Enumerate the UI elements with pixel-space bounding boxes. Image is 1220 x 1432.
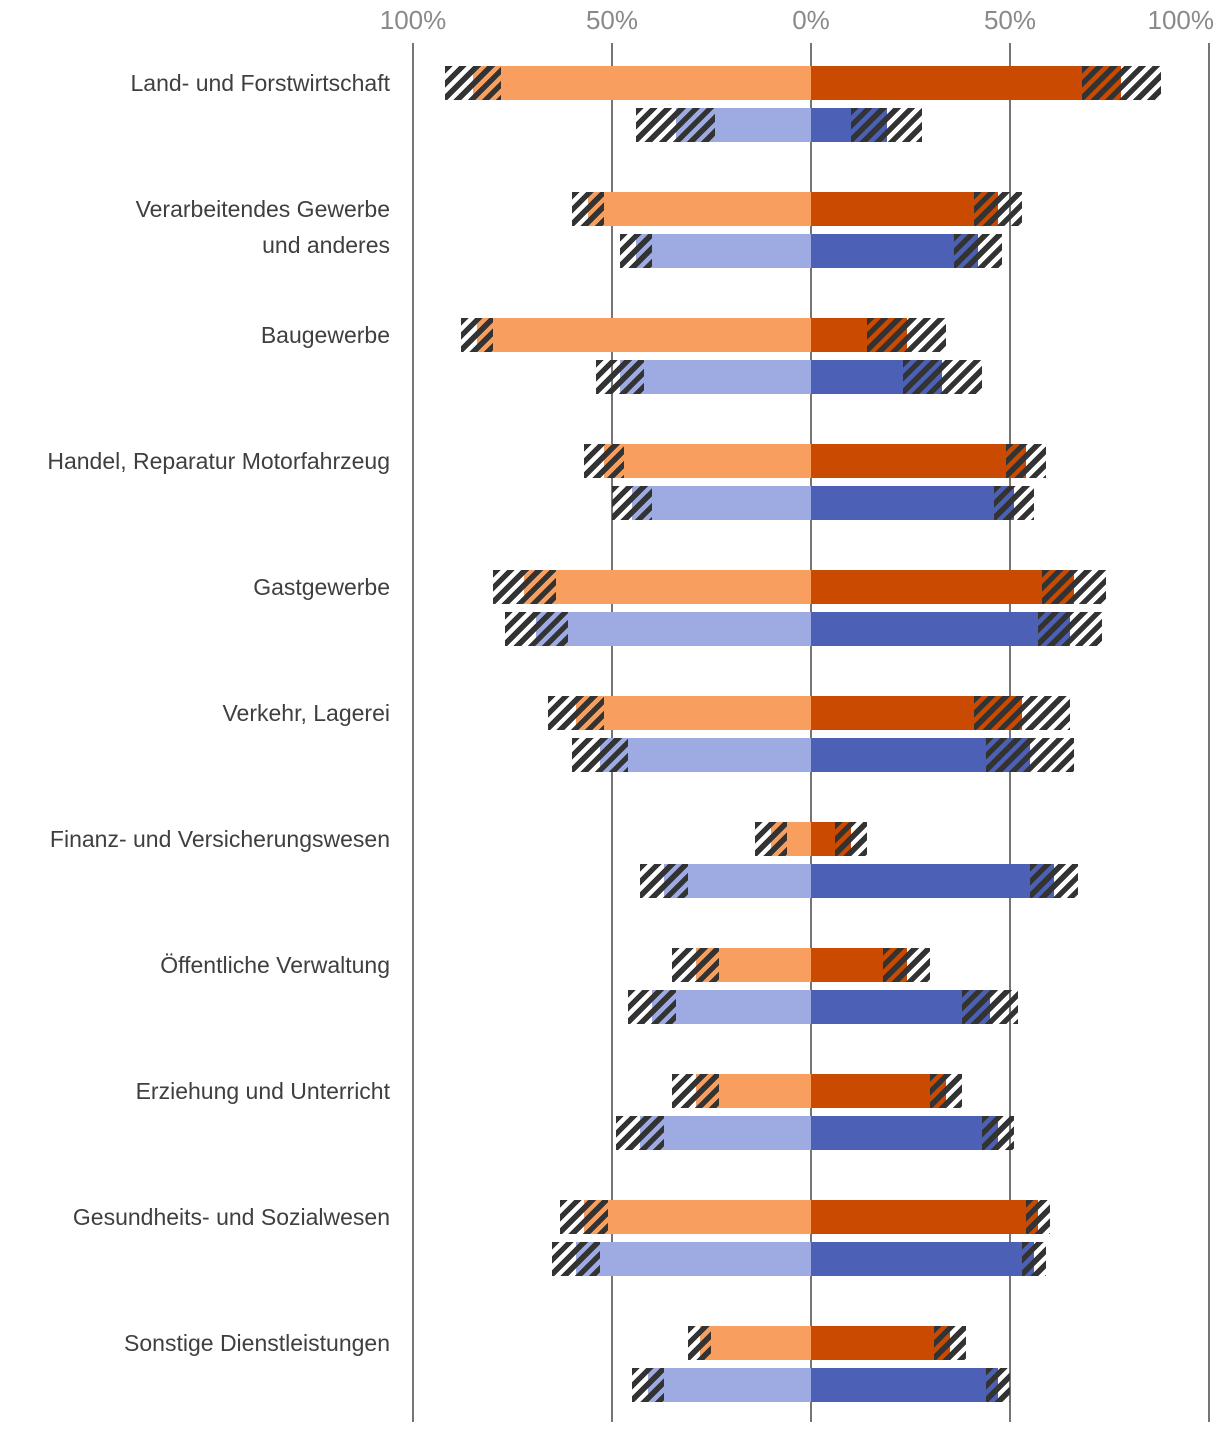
category-label xyxy=(0,695,390,731)
blue-bar-left-uncertainty-hatch xyxy=(505,612,569,646)
blue-bar-left-segment xyxy=(620,360,811,394)
blue-bar-left-segment xyxy=(640,1116,811,1150)
category-label xyxy=(0,191,390,263)
orange-bar-right-segment xyxy=(811,570,1074,604)
orange-bar-left-uncertainty-hatch xyxy=(461,318,493,352)
orange-bar-left-uncertainty-hatch xyxy=(445,66,501,100)
gridline xyxy=(412,43,414,1422)
category-label-line: Handel, Reparatur Motorfahrzeug xyxy=(47,448,390,474)
blue-bar-right-segment xyxy=(811,234,978,268)
category-label xyxy=(0,65,390,101)
blue-bar-left-uncertainty-hatch xyxy=(572,738,628,772)
category-label xyxy=(0,1325,390,1361)
orange-bar-left-uncertainty-hatch xyxy=(755,822,787,856)
blue-bar-left-uncertainty-hatch xyxy=(636,108,716,142)
blue-bar-right-uncertainty-hatch xyxy=(962,990,1018,1024)
axis-tick-label: 100% xyxy=(1147,5,1214,35)
blue-bar-left-uncertainty-hatch xyxy=(552,1242,600,1276)
blue-bar-left-segment xyxy=(648,1368,811,1402)
orange-bar-right-segment xyxy=(811,192,998,226)
blue-bar-left-segment xyxy=(576,1242,811,1276)
orange-bar-left-segment xyxy=(588,192,811,226)
orange-bar-right-segment xyxy=(811,1200,1038,1234)
blue-bar-right-segment xyxy=(811,1116,998,1150)
blue-bar-right-segment xyxy=(811,1242,1034,1276)
blue-bar-right-segment xyxy=(811,612,1070,646)
blue-bar-left-segment xyxy=(652,990,811,1024)
category-label xyxy=(0,443,390,479)
orange-bar-right-uncertainty-hatch xyxy=(883,948,931,982)
axis-tick-label: 50% xyxy=(983,5,1037,35)
orange-bar-left-segment xyxy=(477,318,811,352)
orange-bar-right-uncertainty-hatch xyxy=(974,192,1022,226)
blue-bar-right-segment xyxy=(811,1368,998,1402)
blue-bar-right-uncertainty-hatch xyxy=(994,486,1034,520)
orange-bar-left-uncertainty-hatch xyxy=(584,444,624,478)
blue-bar-right-uncertainty-hatch xyxy=(982,1116,1014,1150)
orange-bar-right-uncertainty-hatch xyxy=(1082,66,1162,100)
category-label-line: Sonstige Dienstleistungen xyxy=(124,1330,390,1356)
category-label-line: Land- und Forstwirtschaft xyxy=(130,70,390,96)
orange-bar-right-uncertainty-hatch xyxy=(1006,444,1046,478)
category-label-line: Verkehr, Lagerei xyxy=(222,700,390,726)
category-label-line: Finanz- und Versicherungswesen xyxy=(49,826,390,852)
orange-bar-left-uncertainty-hatch xyxy=(560,1200,608,1234)
orange-bar-left-uncertainty-hatch xyxy=(493,570,557,604)
blue-bar-left-uncertainty-hatch xyxy=(632,1368,664,1402)
blue-bar-left-uncertainty-hatch xyxy=(616,1116,664,1150)
blue-bar-left-uncertainty-hatch xyxy=(596,360,644,394)
blue-bar-right-uncertainty-hatch xyxy=(1030,864,1078,898)
category-label xyxy=(0,569,390,605)
orange-bar-left-segment xyxy=(576,696,811,730)
gridline xyxy=(1208,43,1210,1422)
orange-bar-left-segment xyxy=(524,570,811,604)
category-label xyxy=(0,1073,390,1109)
orange-bar-right-uncertainty-hatch xyxy=(1026,1200,1050,1234)
category-label-line: Gesundheits- und Sozialwesen xyxy=(72,1204,390,1230)
axis-tick-label: 100% xyxy=(379,5,447,35)
orange-bar-left-uncertainty-hatch xyxy=(672,1074,720,1108)
orange-bar-left-uncertainty-hatch xyxy=(672,948,720,982)
orange-bar-right-uncertainty-hatch xyxy=(930,1074,962,1108)
orange-bar-left-segment xyxy=(700,1326,811,1360)
orange-bar-right-segment xyxy=(811,1074,946,1108)
blue-bar-left-uncertainty-hatch xyxy=(640,864,688,898)
blue-bar-left-segment xyxy=(632,486,811,520)
category-label xyxy=(0,821,390,857)
orange-bar-left-uncertainty-hatch xyxy=(688,1326,712,1360)
category-label-line: Gastgewerbe xyxy=(253,574,390,600)
orange-bar-right-uncertainty-hatch xyxy=(974,696,1070,730)
category-label-line: Verarbeitendes Gewerbe xyxy=(135,196,390,222)
category-label xyxy=(0,317,390,353)
category-label xyxy=(0,947,390,983)
blue-bar-left-segment xyxy=(536,612,811,646)
blue-bar-right-uncertainty-hatch xyxy=(954,234,1002,268)
blue-bar-right-uncertainty-hatch xyxy=(1038,612,1102,646)
orange-bar-right-uncertainty-hatch xyxy=(835,822,867,856)
blue-bar-right-uncertainty-hatch xyxy=(1022,1242,1046,1276)
category-label-line: Baugewerbe xyxy=(260,322,390,348)
orange-bar-left-uncertainty-hatch xyxy=(548,696,604,730)
blue-bar-right-segment xyxy=(811,864,1054,898)
orange-bar-right-uncertainty-hatch xyxy=(867,318,947,352)
blue-bar-left-uncertainty-hatch xyxy=(620,234,652,268)
orange-bar-right-segment xyxy=(811,1326,950,1360)
orange-bar-left-segment xyxy=(604,444,811,478)
category-label-line: Öffentliche Verwaltung xyxy=(160,952,390,978)
blue-bar-right-uncertainty-hatch xyxy=(903,360,983,394)
blue-bar-right-segment xyxy=(811,486,1014,520)
orange-bar-left-segment xyxy=(584,1200,811,1234)
orange-bar-right-segment xyxy=(811,66,1121,100)
blue-bar-left-segment xyxy=(636,234,811,268)
category-label-line: und anderes xyxy=(262,232,390,258)
blue-bar-left-uncertainty-hatch xyxy=(628,990,676,1024)
blue-bar-right-uncertainty-hatch xyxy=(851,108,923,142)
blue-bar-left-uncertainty-hatch xyxy=(612,486,652,520)
category-label-line: Erziehung und Unterricht xyxy=(135,1078,390,1104)
blue-bar-left-segment xyxy=(600,738,811,772)
orange-bar-right-segment xyxy=(811,444,1026,478)
blue-bar-right-uncertainty-hatch xyxy=(986,1368,1010,1402)
axis-tick-label: 0% xyxy=(792,5,830,35)
orange-bar-left-uncertainty-hatch xyxy=(572,192,604,226)
axis-tick-label: 50% xyxy=(585,5,639,35)
blue-bar-right-uncertainty-hatch xyxy=(986,738,1074,772)
orange-bar-right-uncertainty-hatch xyxy=(934,1326,966,1360)
category-label xyxy=(0,1199,390,1235)
orange-bar-left-segment xyxy=(473,66,811,100)
orange-bar-right-uncertainty-hatch xyxy=(1042,570,1106,604)
